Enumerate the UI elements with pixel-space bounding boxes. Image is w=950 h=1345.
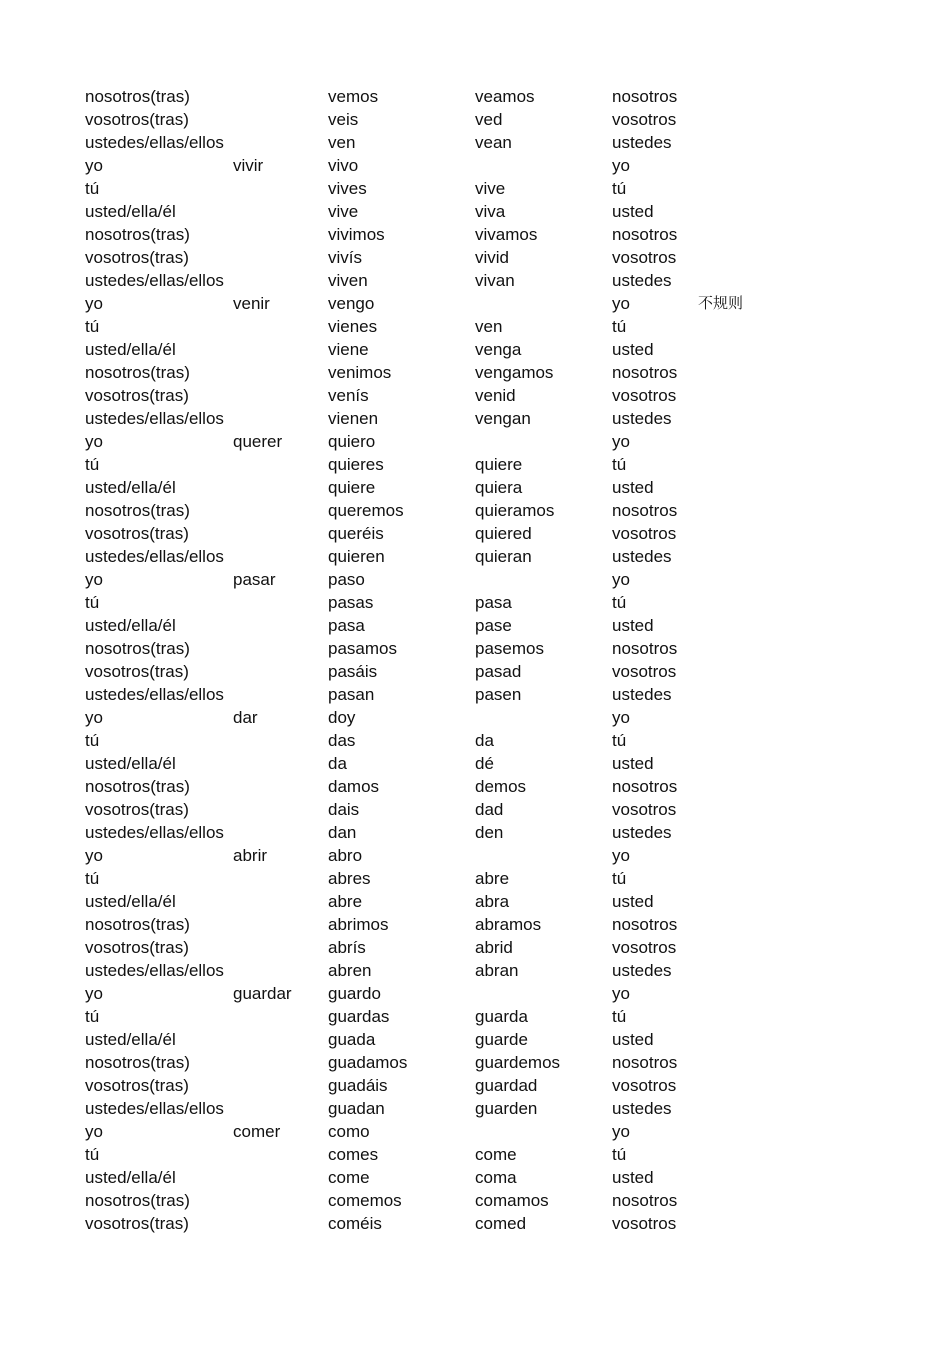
imperative-form-cell: abre — [475, 869, 510, 888]
present-form-cell: doy — [328, 708, 356, 727]
present-form-cell: venís — [328, 386, 369, 405]
pronoun-cell: tú — [85, 1145, 100, 1164]
pronoun-cell: ustedes/ellas/ellos — [85, 409, 224, 428]
pronoun-cell: usted/ella/él — [85, 1168, 176, 1187]
table-row — [0, 361, 950, 384]
subject-cell: usted — [612, 616, 654, 635]
present-form-cell: come — [328, 1168, 370, 1187]
imperative-form-cell: veamos — [475, 87, 535, 106]
imperative-form-cell: pasen — [475, 685, 522, 704]
pronoun-cell: vosotros(tras) — [85, 1214, 189, 1233]
imperative-form-cell: abramos — [475, 915, 542, 934]
pronoun-cell: yo — [85, 156, 103, 175]
imperative-form-cell: coma — [475, 1168, 517, 1187]
infinitive-cell: dar — [233, 708, 258, 727]
pronoun-cell: ustedes/ellas/ellos — [85, 547, 224, 566]
subject-cell: tú — [612, 317, 627, 336]
table-row — [0, 844, 950, 867]
pronoun-cell: usted/ella/él — [85, 754, 176, 773]
present-form-cell: quiere — [328, 478, 376, 497]
imperative-form-cell: quieramos — [475, 501, 555, 520]
table-row — [0, 1166, 950, 1189]
table-row — [0, 246, 950, 269]
table-row — [0, 729, 950, 752]
table-row — [0, 890, 950, 913]
subject-cell: usted — [612, 1168, 654, 1187]
present-form-cell: vengo — [328, 294, 375, 313]
pronoun-cell: tú — [85, 869, 100, 888]
table-row — [0, 660, 950, 683]
table-row — [0, 959, 950, 982]
pronoun-cell: vosotros(tras) — [85, 662, 189, 681]
pronoun-cell: nosotros(tras) — [85, 1053, 190, 1072]
present-form-cell: pasan — [328, 685, 375, 704]
subject-cell: yo — [612, 846, 630, 865]
imperative-form-cell: abrid — [475, 938, 513, 957]
pronoun-cell: yo — [85, 1122, 103, 1141]
present-form-cell: vives — [328, 179, 367, 198]
subject-cell: nosotros — [612, 363, 678, 382]
table-row — [0, 384, 950, 407]
imperative-form-cell: vive — [475, 179, 506, 198]
pronoun-cell: nosotros(tras) — [85, 915, 190, 934]
table-row — [0, 430, 950, 453]
pronoun-cell: yo — [85, 984, 103, 1003]
subject-cell: yo — [612, 156, 630, 175]
table-row — [0, 131, 950, 154]
pronoun-cell: ustedes/ellas/ellos — [85, 271, 224, 290]
subject-cell: yo — [612, 708, 630, 727]
table-row — [0, 499, 950, 522]
subject-cell: tú — [612, 179, 627, 198]
subject-cell: usted — [612, 340, 654, 359]
note-cell: 不规则 — [698, 294, 744, 312]
imperative-form-cell: comed — [475, 1214, 527, 1233]
present-form-cell: abrimos — [328, 915, 389, 934]
present-form-cell: dan — [328, 823, 357, 842]
present-form-cell: pasamos — [328, 639, 397, 658]
pronoun-cell: vosotros(tras) — [85, 1076, 189, 1095]
subject-cell: yo — [612, 1122, 630, 1141]
pronoun-cell: ustedes/ellas/ellos — [85, 685, 224, 704]
imperative-form-cell: quiere — [475, 455, 523, 474]
present-form-cell: abre — [328, 892, 363, 911]
table-row — [0, 85, 950, 108]
subject-cell: ustedes — [612, 409, 672, 428]
present-form-cell: vivís — [328, 248, 362, 267]
pronoun-cell: usted/ella/él — [85, 202, 176, 221]
table-row — [0, 706, 950, 729]
table-row — [0, 1143, 950, 1166]
table-row — [0, 982, 950, 1005]
subject-cell: nosotros — [612, 1191, 678, 1210]
imperative-form-cell: dad — [475, 800, 504, 819]
subject-cell: nosotros — [612, 639, 678, 658]
subject-cell: tú — [612, 1007, 627, 1026]
imperative-form-cell: come — [475, 1145, 517, 1164]
imperative-form-cell: quiered — [475, 524, 532, 543]
subject-cell: tú — [612, 731, 627, 750]
present-form-cell: guadamos — [328, 1053, 408, 1072]
pronoun-cell: ustedes/ellas/ellos — [85, 1099, 224, 1118]
present-form-cell: viene — [328, 340, 369, 359]
table-row — [0, 108, 950, 131]
pronoun-cell: vosotros(tras) — [85, 386, 189, 405]
pronoun-cell: ustedes/ellas/ellos — [85, 961, 224, 980]
subject-cell: nosotros — [612, 1053, 678, 1072]
present-form-cell: comes — [328, 1145, 379, 1164]
present-form-cell: guardas — [328, 1007, 390, 1026]
present-form-cell: pasas — [328, 593, 374, 612]
pronoun-cell: yo — [85, 846, 103, 865]
present-form-cell: vienes — [328, 317, 378, 336]
imperative-form-cell: pasemos — [475, 639, 544, 658]
table-row — [0, 1051, 950, 1074]
imperative-form-cell: guarda — [475, 1007, 528, 1026]
present-form-cell: dais — [328, 800, 360, 819]
pronoun-cell: nosotros(tras) — [85, 363, 190, 382]
subject-cell: nosotros — [612, 501, 678, 520]
present-form-cell: coméis — [328, 1214, 382, 1233]
present-form-cell: guardo — [328, 984, 381, 1003]
present-form-cell: vivimos — [328, 225, 385, 244]
subject-cell: tú — [612, 869, 627, 888]
subject-cell: vosotros — [612, 662, 677, 681]
table-row — [0, 936, 950, 959]
table-row — [0, 1005, 950, 1028]
imperative-form-cell: venid — [475, 386, 516, 405]
pronoun-cell: usted/ella/él — [85, 616, 176, 635]
pronoun-cell: usted/ella/él — [85, 478, 176, 497]
subject-cell: tú — [612, 593, 627, 612]
subject-cell: tú — [612, 455, 627, 474]
subject-cell: nosotros — [612, 915, 678, 934]
subject-cell: nosotros — [612, 777, 678, 796]
table-row — [0, 338, 950, 361]
table-row — [0, 292, 950, 315]
imperative-form-cell: ven — [475, 317, 503, 336]
present-form-cell: guadáis — [328, 1076, 388, 1095]
table-row — [0, 154, 950, 177]
infinitive-cell: vivir — [233, 156, 264, 175]
table-row — [0, 223, 950, 246]
subject-cell: nosotros — [612, 87, 678, 106]
pronoun-cell: tú — [85, 455, 100, 474]
imperative-form-cell: abra — [475, 892, 510, 911]
imperative-form-cell: pase — [475, 616, 512, 635]
pronoun-cell: yo — [85, 432, 103, 451]
pronoun-cell: vosotros(tras) — [85, 248, 189, 267]
table-row — [0, 453, 950, 476]
present-form-cell: abrís — [328, 938, 366, 957]
subject-cell: ustedes — [612, 271, 672, 290]
subject-cell: vosotros — [612, 1076, 677, 1095]
subject-cell: usted — [612, 754, 654, 773]
subject-cell: nosotros — [612, 225, 678, 244]
pronoun-cell: usted/ella/él — [85, 1030, 176, 1049]
present-form-cell: quieren — [328, 547, 385, 566]
pronoun-cell: nosotros(tras) — [85, 87, 190, 106]
table-row — [0, 476, 950, 499]
imperative-form-cell: vivamos — [475, 225, 538, 244]
present-form-cell: damos — [328, 777, 380, 796]
table-row — [0, 1097, 950, 1120]
subject-cell: vosotros — [612, 386, 677, 405]
subject-cell: vosotros — [612, 1214, 677, 1233]
infinitive-cell: guardar — [233, 984, 292, 1003]
table-row — [0, 1212, 950, 1235]
imperative-form-cell: guardad — [475, 1076, 538, 1095]
table-row — [0, 1028, 950, 1051]
imperative-form-cell: guardemos — [475, 1053, 561, 1072]
subject-cell: vosotros — [612, 248, 677, 267]
imperative-form-cell: vengamos — [475, 363, 554, 382]
subject-cell: usted — [612, 478, 654, 497]
table-row — [0, 1189, 950, 1212]
pronoun-cell: tú — [85, 1007, 100, 1026]
pronoun-cell: usted/ella/él — [85, 340, 176, 359]
subject-cell: vosotros — [612, 938, 677, 957]
subject-cell: tú — [612, 1145, 627, 1164]
present-form-cell: veis — [328, 110, 359, 129]
present-form-cell: quieres — [328, 455, 384, 474]
table-row — [0, 614, 950, 637]
present-form-cell: vivo — [328, 156, 359, 175]
present-form-cell: vienen — [328, 409, 379, 428]
imperative-form-cell: guarde — [475, 1030, 528, 1049]
table-row — [0, 683, 950, 706]
present-form-cell: vive — [328, 202, 359, 221]
subject-cell: yo — [612, 570, 630, 589]
pronoun-cell: usted/ella/él — [85, 892, 176, 911]
table-row — [0, 545, 950, 568]
present-form-cell: quiero — [328, 432, 376, 451]
present-form-cell: abren — [328, 961, 372, 980]
pronoun-cell: ustedes/ellas/ellos — [85, 133, 224, 152]
pronoun-cell: vosotros(tras) — [85, 110, 189, 129]
table-row — [0, 775, 950, 798]
subject-cell: yo — [612, 984, 630, 1003]
imperative-form-cell: quiera — [475, 478, 523, 497]
present-form-cell: vemos — [328, 87, 379, 106]
imperative-form-cell: da — [475, 731, 494, 750]
table-row — [0, 913, 950, 936]
infinitive-cell: pasar — [233, 570, 276, 589]
imperative-form-cell: vengan — [475, 409, 531, 428]
table-row — [0, 315, 950, 338]
present-form-cell: pasa — [328, 616, 365, 635]
pronoun-cell: nosotros(tras) — [85, 777, 190, 796]
present-form-cell: venimos — [328, 363, 392, 382]
subject-cell: usted — [612, 202, 654, 221]
pronoun-cell: ustedes/ellas/ellos — [85, 823, 224, 842]
subject-cell: yo — [612, 294, 630, 313]
present-form-cell: viven — [328, 271, 368, 290]
table-row — [0, 1120, 950, 1143]
present-form-cell: da — [328, 754, 347, 773]
subject-cell: usted — [612, 1030, 654, 1049]
pronoun-cell: nosotros(tras) — [85, 225, 190, 244]
subject-cell: usted — [612, 892, 654, 911]
infinitive-cell: querer — [233, 432, 283, 451]
pronoun-cell: yo — [85, 708, 103, 727]
present-form-cell: queréis — [328, 524, 384, 543]
subject-cell: ustedes — [612, 961, 672, 980]
pronoun-cell: tú — [85, 179, 100, 198]
imperative-form-cell: guarden — [475, 1099, 538, 1118]
table-row — [0, 177, 950, 200]
pronoun-cell: yo — [85, 294, 103, 313]
table-row — [0, 568, 950, 591]
imperative-form-cell: comamos — [475, 1191, 549, 1210]
present-form-cell: pasáis — [328, 662, 378, 681]
pronoun-cell: nosotros(tras) — [85, 501, 190, 520]
imperative-form-cell: abran — [475, 961, 519, 980]
pronoun-cell: nosotros(tras) — [85, 639, 190, 658]
pronoun-cell: vosotros(tras) — [85, 800, 189, 819]
infinitive-cell: venir — [233, 294, 270, 313]
present-form-cell: comemos — [328, 1191, 402, 1210]
imperative-form-cell: pasa — [475, 593, 512, 612]
present-form-cell: abro — [328, 846, 363, 865]
present-form-cell: abres — [328, 869, 371, 888]
subject-cell: ustedes — [612, 1099, 672, 1118]
present-form-cell: como — [328, 1122, 370, 1141]
table-row — [0, 867, 950, 890]
present-form-cell: ven — [328, 133, 356, 152]
imperative-form-cell: vivid — [475, 248, 510, 267]
table-row — [0, 407, 950, 430]
table-row — [0, 522, 950, 545]
subject-cell: ustedes — [612, 685, 672, 704]
infinitive-cell: abrir — [233, 846, 268, 865]
imperative-form-cell: quieran — [475, 547, 532, 566]
present-form-cell: das — [328, 731, 356, 750]
table-row — [0, 591, 950, 614]
present-form-cell: guada — [328, 1030, 376, 1049]
imperative-form-cell: dé — [475, 754, 494, 773]
infinitive-cell: comer — [233, 1122, 281, 1141]
subject-cell: yo — [612, 432, 630, 451]
imperative-form-cell: ved — [475, 110, 503, 129]
pronoun-cell: yo — [85, 570, 103, 589]
subject-cell: vosotros — [612, 800, 677, 819]
pronoun-cell: tú — [85, 317, 100, 336]
table-row — [0, 269, 950, 292]
imperative-form-cell: venga — [475, 340, 522, 359]
imperative-form-cell: den — [475, 823, 504, 842]
table-row — [0, 200, 950, 223]
imperative-form-cell: viva — [475, 202, 506, 221]
pronoun-cell: tú — [85, 731, 100, 750]
pronoun-cell: tú — [85, 593, 100, 612]
table-row — [0, 821, 950, 844]
imperative-form-cell: pasad — [475, 662, 522, 681]
conjugation-table — [0, 85, 950, 1235]
present-form-cell: guadan — [328, 1099, 385, 1118]
imperative-form-cell: demos — [475, 777, 527, 796]
subject-cell: ustedes — [612, 547, 672, 566]
subject-cell: vosotros — [612, 524, 677, 543]
pronoun-cell: vosotros(tras) — [85, 524, 189, 543]
table-row — [0, 798, 950, 821]
subject-cell: ustedes — [612, 133, 672, 152]
table-row — [0, 637, 950, 660]
subject-cell: ustedes — [612, 823, 672, 842]
imperative-form-cell: vean — [475, 133, 512, 152]
table-row — [0, 1074, 950, 1097]
present-form-cell: queremos — [328, 501, 404, 520]
present-form-cell: paso — [328, 570, 365, 589]
table-row — [0, 752, 950, 775]
pronoun-cell: vosotros(tras) — [85, 938, 189, 957]
subject-cell: vosotros — [612, 110, 677, 129]
imperative-form-cell: vivan — [475, 271, 515, 290]
pronoun-cell: nosotros(tras) — [85, 1191, 190, 1210]
